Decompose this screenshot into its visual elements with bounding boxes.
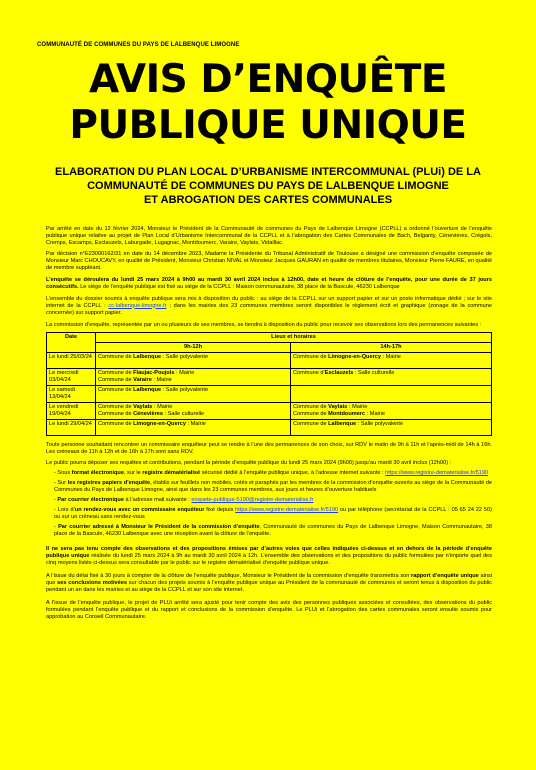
permanence-date: Le vendredi 19/04/24 bbox=[47, 403, 96, 420]
report-bold: ses conclusions motivées bbox=[57, 580, 127, 586]
paragraph-dates bbox=[46, 277, 492, 291]
location-prefix: Commune de bbox=[293, 354, 329, 360]
dossier-text-b: ; dans les mairies des 23 communes membres seront disponibles le règlement écrit et graphique (zonage de la commune concernée) sur support papier. bbox=[46, 302, 493, 316]
method-text: - Sur bbox=[54, 480, 68, 486]
method-text: sécurisé dédié à l’enquête publique unique, à l’adresse internet suivante : bbox=[200, 470, 386, 476]
paragraph-order: Par arrêté en date du 12 février 2024, Monsieur le Président de la Communauté de communes du Pays de Lalbenque Limogne (CCPLL) a ordonné l’ouverture de l’enquête publique unique relative au projet de Plan Local d’Urbanisme Intercommunal de la CCPLL et à l’abrogation des Cartes Communales de Bach, Belganty, Cénevières, Crégols, Cremps, Escamps, Esclauzels, Laburgade, Lugagnac, Montdoumerc, Varaire, Vaylats, Vidaillac. bbox=[46, 226, 492, 246]
permanence-location bbox=[293, 354, 489, 361]
report-text: A l’issue du délai fixé à 30 jours à compter de la clôture de l’enquête publique, Monsieur le Président de la commission d’enquête transmettra son bbox=[46, 573, 412, 579]
paragraph-dossier bbox=[46, 296, 492, 317]
location-venue: : Mairie bbox=[185, 421, 206, 427]
method-electronic bbox=[54, 470, 492, 477]
morning-slot bbox=[96, 403, 291, 420]
location-commune: Montdoumerc bbox=[328, 411, 366, 417]
email-link[interactable]: enquete-publique-5190@registre-dematerialise.fr bbox=[191, 497, 314, 503]
header-places: Lieux et horaires bbox=[96, 333, 492, 343]
location-prefix: Commune de bbox=[98, 377, 134, 383]
method-text: - bbox=[54, 497, 58, 503]
location-prefix: Commune de bbox=[98, 370, 134, 376]
appointment-link[interactable]: https://www.registre-dematerialise.fr/5190 bbox=[235, 507, 339, 513]
report-text: ainsi que bbox=[46, 573, 492, 586]
location-prefix: Commune de bbox=[98, 387, 134, 393]
restriction-bold: Il ne sera pas tenu compte des observations et des propositions émises par d’autres voies que celles indiquées ci-dessus et en dehors de la période d’enquête publique unique bbox=[46, 546, 492, 559]
method-paper bbox=[54, 480, 492, 494]
location-venue: : Salle polyvalente bbox=[161, 354, 209, 360]
location-commune: Cénevières bbox=[133, 411, 163, 417]
permanence-location bbox=[98, 387, 288, 394]
permanence-date: Le lundi 29/04/24 bbox=[47, 420, 96, 436]
location-commune: Lalbenque bbox=[328, 421, 357, 427]
paragraph-rdv: Toute personne souhaitant rencontrer un commissaire enquêteur peut se rendre à l’une des permanences de son choix, sur RDV le matin de 9h à 11h et l’après-midi de 14h à 16h. Les créneaux de 11h à 12h et de 16h à 17h sont sans RDV. bbox=[46, 442, 492, 455]
location-venue: : Mairie bbox=[174, 370, 195, 376]
location-venue: : Mairie bbox=[380, 354, 401, 360]
notice-body bbox=[46, 226, 492, 625]
paragraph-report bbox=[46, 573, 492, 594]
method-text: , sur le bbox=[123, 470, 143, 476]
method-text: - Sous bbox=[54, 470, 72, 476]
location-commune: Lalbenque bbox=[133, 387, 162, 393]
method-text: à l’adresse mail suivante : bbox=[123, 497, 192, 503]
permanence-date: Le samedi 13/04/24 bbox=[47, 386, 96, 403]
ccpll-website-link[interactable]: cc-lalbenque-limogne.fr bbox=[108, 302, 167, 309]
location-venue: : Mairie bbox=[347, 404, 368, 410]
title-line-1: AVIS D’ENQUÊTE bbox=[88, 57, 448, 102]
permanence-row bbox=[47, 403, 492, 420]
permanence-row bbox=[47, 369, 492, 386]
location-prefix: Commune de bbox=[98, 354, 134, 360]
location-prefix: Commune de bbox=[293, 421, 329, 427]
permanence-date: Le lundi 25/03/24 bbox=[47, 353, 96, 369]
method-bold: format électronique bbox=[71, 470, 124, 476]
location-prefix: Commune de bbox=[293, 411, 329, 417]
location-commune: Varaire bbox=[133, 377, 152, 383]
permanences-table bbox=[46, 332, 492, 436]
location-venue: : Mairie bbox=[151, 377, 172, 383]
method-bold: Par courrier adressé à Monsieur le Président de la commission d’enquête bbox=[58, 524, 260, 530]
header-afternoon: 14h-17h bbox=[291, 343, 492, 353]
method-bold: Par courrier électronique bbox=[57, 497, 124, 503]
location-venue: : Salle culturelle bbox=[353, 370, 395, 376]
method-email bbox=[54, 497, 492, 504]
dates-bold: L’enquête se déroulera du lundi 25 mars 2024 à 9h00 au mardi 30 avril 2024 inclus à 12h00, date et heure de clôture de l’enquête, pour une durée de 37 jours consécutifs. bbox=[46, 276, 492, 290]
morning-slot bbox=[96, 420, 291, 436]
paragraph-restriction bbox=[46, 546, 492, 567]
header-morning: 9h-12h bbox=[96, 343, 291, 353]
morning-slot bbox=[96, 353, 291, 369]
method-bold: un rendez-vous avec un commissaire enquêteur bbox=[74, 507, 205, 513]
permanence-location bbox=[98, 411, 288, 418]
restriction-rest: réalisée du lundi 25 mars 2024 à 9h au mardi 30 avril 2024 à 12h. L’ensemble des observations et des propositions du public formulées par n’importe quel des cinq moyens listés ci-dessus sera consultable par le public sur le registre dématérialisé d’enquête publique unique. bbox=[46, 553, 492, 566]
subtitle-line-1: ELABORATION DU PLAN LOCAL D’URBANISME INTERCOMMUNAL (PLUi) DE LA bbox=[55, 166, 481, 178]
method-text: , établis sur feuillets non mobiles, cotés et paraphés par les membres de la commission d’enquête ouverts au siège de la Communauté de Communes du Pays de Lalbenque Limogne, ainsi que dans les 23 communes membres, aux jours et heures d’ouverture habituels bbox=[54, 480, 493, 493]
contribution-methods bbox=[54, 470, 492, 538]
permanence-row bbox=[47, 386, 492, 403]
dates-rest: Le siège de l’enquête publique est fixé au siège de la CCPLL : Maison communautaire, 38 place de la Bascule, 46230 Lalbenque bbox=[78, 283, 400, 290]
method-appointment bbox=[54, 507, 492, 521]
permanence-location bbox=[98, 377, 288, 384]
afternoon-slot bbox=[291, 353, 492, 369]
paragraph-permanences: La commission d’enquête, représentée par un ou plusieurs de ses membres, se tiendra à disposition du public pour recevoir ses observations lors des permanences suivantes : bbox=[46, 321, 482, 328]
location-prefix: Commune de bbox=[293, 404, 329, 410]
location-commune: Esclauzels bbox=[324, 370, 354, 376]
dossier-text-a: L’ensemble du dossier soumis à enquête publique sera mis à disposition du public : au siège de la CCPLL sur un support papier et sur un poste informatique dédié ; sur le site internet de la CCPLL : bbox=[46, 295, 492, 309]
organization-name: COMMUNAUTÉ DE COMMUNES DU PAYS DE LALBENQUE LIMOGNE bbox=[37, 42, 240, 48]
afternoon-slot bbox=[291, 403, 492, 420]
report-bold: rapport d’enquête unique bbox=[411, 573, 479, 579]
location-commune: Vaylats bbox=[133, 404, 153, 410]
permanence-row bbox=[47, 420, 492, 436]
permanence-location bbox=[98, 370, 288, 377]
method-mail bbox=[54, 524, 492, 538]
subtitle-line-2: COMMUNAUTÉ DE COMMUNES DU PAYS DE LALBENQUE LIMOGNE bbox=[87, 180, 449, 192]
afternoon-slot bbox=[291, 420, 492, 436]
location-commune: Vaylats bbox=[328, 404, 348, 410]
paragraph-contributions: Le public pourra déposer ses requêtes et contributions, pendant la période d’enquête publique du lundi 25 mars 2024 (9h00) jusqu’au mardi 30 avril inclus (12h00) : bbox=[46, 459, 452, 466]
permanence-location bbox=[293, 411, 489, 418]
permanence-location bbox=[293, 370, 489, 377]
method-text: , Communauté de communes du Pays de Lalbenque Limogne, Maison Communautaire, 38 place de la Bascule, 46230 Lalbenque avec une réception avant la clôture de l’enquête. bbox=[54, 524, 493, 537]
location-prefix: Commune de bbox=[98, 404, 134, 410]
location-venue: : Salle polyvalente bbox=[161, 387, 209, 393]
subtitle bbox=[40, 165, 496, 207]
title-line-2: PUBLIQUE UNIQUE bbox=[69, 103, 467, 148]
afternoon-slot bbox=[291, 386, 492, 403]
location-venue: : Salle culturelle bbox=[163, 411, 205, 417]
method-text: - bbox=[54, 524, 59, 530]
permanence-row bbox=[47, 353, 492, 369]
location-commune: Flaujac-Poujols bbox=[133, 370, 175, 376]
subtitle-line-3: ET ABROGATION DES CARTES COMMUNALES bbox=[143, 194, 393, 206]
permanence-location bbox=[293, 421, 489, 428]
afternoon-slot bbox=[291, 369, 492, 386]
location-prefix: Commune de bbox=[98, 421, 134, 427]
permanence-location bbox=[98, 421, 288, 428]
permanence-location bbox=[98, 404, 288, 411]
permanence-location bbox=[98, 354, 288, 361]
paragraph-approval: A l’issue de l’enquête publique, le projet de PLUi arrêté sera ajusté pour tenir compte des avis des personnes publiques associées et consultées, des observations du public formulées pendant l’enquête publique et du rapport et conclusions de la commission d’enquête. Le PLUi et l’abrogation des cartes communales seront ensuite soumis pour approbation au Conseil Communautaire. bbox=[46, 600, 492, 620]
method-text: ou par téléphone (secrétariat de la CCPLL : 05 65 24 22 50) ou sur un créneau sans rendez-vous bbox=[54, 507, 492, 520]
location-venue: : Mairie bbox=[365, 411, 386, 417]
morning-slot bbox=[96, 386, 291, 403]
report-text: sur chacun des projets soumis à l’enquête publique unique au Président de la communauté de communes et seront tenus à disposition du public pendant un an dans les mairies et au siège de la CCPLL et sur son site internet. bbox=[46, 580, 493, 593]
location-commune: Lalbenque bbox=[133, 354, 162, 360]
location-prefix: Commune de bbox=[98, 411, 134, 417]
location-venue: : Mairie bbox=[152, 404, 173, 410]
header-date: Date bbox=[47, 333, 96, 353]
paragraph-commission: Par décision n°E23000162/31 en date du 14 décembre 2023, Madame la Présidente du Tribunal Administratif de Toulouse a désigné une commission d’enquête composée de Monsieur Marc CHOUCAVY, en qualité de Président, Monsieur Christian NIVAL et Monsieur Jacques GAURAN en qualité de membres titulaires, Monsieur Pierre FAURE, en qualité de membre suppléant. bbox=[46, 250, 492, 271]
method-text: - Lors d’ bbox=[54, 507, 75, 513]
method-bold: registre dématérialisé bbox=[142, 470, 201, 476]
location-venue: : Salle polyvalente bbox=[356, 421, 404, 427]
location-commune: Limogne-en-Quercy bbox=[328, 354, 381, 360]
permanence-date: Le mercredi 03/04/24 bbox=[47, 369, 96, 386]
permanence-location bbox=[293, 404, 489, 411]
method-text: fixé depuis bbox=[204, 507, 236, 513]
morning-slot bbox=[96, 369, 291, 386]
registry-link[interactable]: https://www.registre-dematerialise.fr/5190 bbox=[385, 470, 489, 476]
location-prefix: Commune d’ bbox=[293, 370, 325, 376]
method-bold: les registres papiers d’enquête bbox=[67, 480, 151, 486]
location-commune: Limogne-en-Quercy bbox=[133, 421, 186, 427]
